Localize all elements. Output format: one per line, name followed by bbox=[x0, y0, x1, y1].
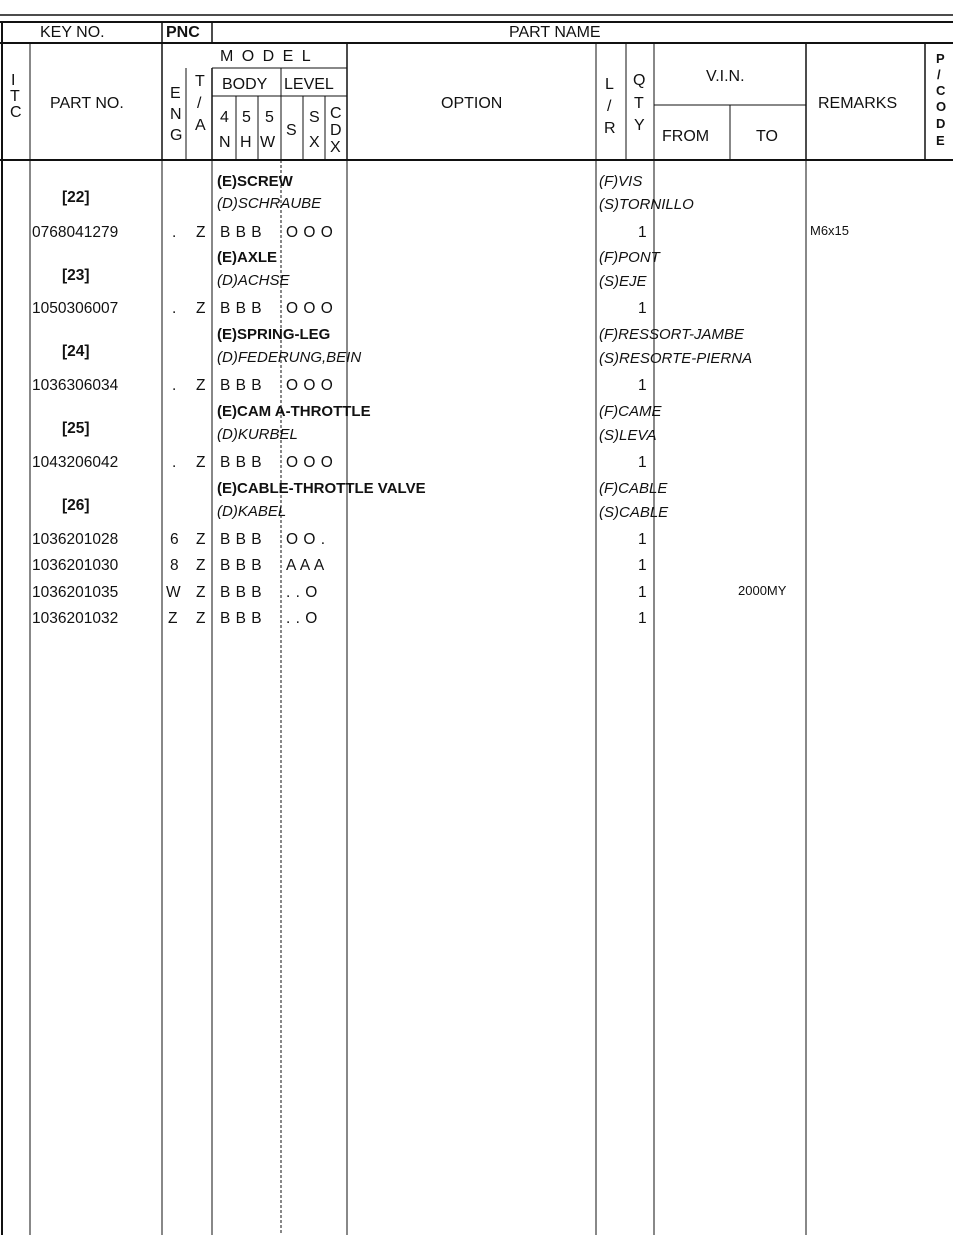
key-no: [23] bbox=[62, 267, 90, 284]
lr-header-l: L bbox=[605, 76, 614, 93]
level-codes: O O O bbox=[286, 454, 334, 471]
key-no-header: KEY NO. bbox=[40, 24, 105, 41]
level-header: LEVEL bbox=[284, 76, 334, 93]
part-no: 1036201032 bbox=[32, 610, 119, 627]
level-codes: O O . bbox=[286, 531, 326, 548]
option-header: OPTION bbox=[441, 95, 503, 112]
part-name-german: (D)KABEL bbox=[217, 503, 287, 520]
eng-code: 6 bbox=[170, 531, 180, 548]
body-codes: B B B bbox=[220, 300, 263, 317]
part-no: 1050306007 bbox=[32, 300, 119, 317]
vin-header: V.I.N. bbox=[706, 68, 745, 85]
level-col-s: S bbox=[286, 122, 297, 139]
pcode-header-slash: / bbox=[937, 67, 941, 82]
qty-value: 1 bbox=[638, 584, 647, 601]
part-name-english: (E)CAM A-THROTTLE bbox=[217, 403, 371, 420]
part-name-english: (E)SCREW bbox=[217, 173, 293, 190]
part-name-german: (D)ACHSE bbox=[217, 272, 290, 289]
ta-header-slash: / bbox=[197, 95, 202, 112]
part-no: 1036201035 bbox=[32, 584, 119, 601]
body-col-h: H bbox=[240, 134, 252, 151]
body-col-5b: 5 bbox=[265, 109, 274, 126]
level-col-cdx-d: D bbox=[330, 122, 342, 139]
level-codes: . . O bbox=[286, 584, 318, 601]
body-col-n: N bbox=[219, 134, 231, 151]
part-name-german: (D)KURBEL bbox=[217, 426, 298, 443]
body-codes: B B B bbox=[220, 454, 263, 471]
vin-from-header: FROM bbox=[662, 128, 710, 145]
part-name-spanish: (S)CABLE bbox=[599, 504, 669, 521]
ta-code: Z bbox=[196, 224, 206, 241]
pcode-header-e: E bbox=[936, 133, 945, 148]
body-col-4: 4 bbox=[220, 109, 229, 126]
pnc-header: PNC bbox=[166, 24, 200, 41]
body-codes: B B B bbox=[220, 557, 263, 574]
body-codes: B B B bbox=[220, 610, 263, 627]
ta-code: Z bbox=[196, 377, 206, 394]
qty-value: 1 bbox=[638, 224, 647, 241]
eng-header-n: N bbox=[170, 106, 182, 123]
vin-to-value: 2000MY bbox=[738, 583, 787, 598]
eng-code: . bbox=[172, 377, 177, 394]
pcode-header-d: D bbox=[936, 116, 946, 131]
lr-header-r: R bbox=[604, 120, 616, 137]
part-name-german: (D)FEDERUNG,BEIN bbox=[217, 349, 362, 366]
part-no: 1036306034 bbox=[32, 377, 119, 394]
level-codes: O O O bbox=[286, 300, 334, 317]
part-name-spanish: (S)LEVA bbox=[599, 427, 657, 444]
part-name-french: (F)PONT bbox=[599, 249, 660, 266]
part-name-spanish: (S)RESORTE-PIERNA bbox=[599, 350, 753, 367]
ta-code: Z bbox=[196, 557, 206, 574]
qty-value: 1 bbox=[638, 454, 647, 471]
part-name-header: PART NAME bbox=[509, 24, 601, 41]
qty-value: 1 bbox=[638, 610, 647, 627]
eng-code: . bbox=[172, 224, 177, 241]
model-header: M O D E L bbox=[220, 48, 313, 65]
key-no: [26] bbox=[62, 497, 90, 514]
eng-code: Z bbox=[168, 610, 178, 627]
pcode-header-c: C bbox=[936, 83, 946, 98]
body-header: BODY bbox=[222, 76, 268, 93]
part-name-english: (E)CABLE-THROTTLE VALVE bbox=[217, 480, 426, 497]
key-no: [25] bbox=[62, 420, 90, 437]
part-no: 1036201030 bbox=[32, 557, 119, 574]
key-no: [22] bbox=[62, 189, 90, 206]
ta-code: Z bbox=[196, 610, 206, 627]
qty-header-q: Q bbox=[633, 72, 646, 89]
eng-code: 8 bbox=[170, 557, 180, 574]
body-codes: B B B bbox=[220, 584, 263, 601]
ta-code: Z bbox=[196, 584, 206, 601]
part-name-french: (F)CABLE bbox=[599, 480, 668, 497]
lr-header-slash: / bbox=[607, 98, 612, 115]
part-no: 1036201028 bbox=[32, 531, 119, 548]
body-codes: B B B bbox=[220, 531, 263, 548]
remarks-value: M6x15 bbox=[810, 223, 850, 238]
pcode-header-o: O bbox=[936, 99, 947, 114]
key-no: [24] bbox=[62, 343, 90, 360]
part-no: 0768041279 bbox=[32, 224, 119, 241]
level-codes: O O O bbox=[286, 224, 334, 241]
level-codes: A A A bbox=[286, 557, 325, 574]
ta-code: Z bbox=[196, 300, 206, 317]
level-col-sx-s: S bbox=[309, 109, 320, 126]
body-col-w: W bbox=[260, 134, 276, 151]
pcode-header-p: P bbox=[936, 51, 945, 66]
part-no-header: PART NO. bbox=[50, 95, 124, 112]
part-name-english: (E)AXLE bbox=[217, 249, 277, 266]
qty-value: 1 bbox=[638, 531, 647, 548]
eng-code: W bbox=[166, 584, 182, 601]
ta-code: Z bbox=[196, 531, 206, 548]
qty-header-t: T bbox=[634, 95, 644, 112]
part-name-german: (D)SCHRAUBE bbox=[217, 195, 322, 212]
eng-header-e: E bbox=[170, 85, 181, 102]
qty-header-y: Y bbox=[634, 117, 645, 134]
body-codes: B B B bbox=[220, 377, 263, 394]
eng-code: . bbox=[172, 454, 177, 471]
part-name-french: (F)VIS bbox=[599, 173, 643, 190]
body-codes: B B B bbox=[220, 224, 263, 241]
vin-to-header: TO bbox=[756, 128, 778, 145]
ta-header-t: T bbox=[195, 73, 205, 90]
level-col-sx-x: X bbox=[309, 134, 320, 151]
itc-header-t: T bbox=[10, 88, 20, 105]
ta-code: Z bbox=[196, 454, 206, 471]
level-codes: . . O bbox=[286, 610, 318, 627]
part-name-spanish: (S)TORNILLO bbox=[599, 196, 694, 213]
level-col-cdx-x: X bbox=[330, 139, 341, 156]
body-col-5a: 5 bbox=[242, 109, 251, 126]
part-name-spanish: (S)EJE bbox=[599, 273, 647, 290]
part-name-english: (E)SPRING-LEG bbox=[217, 326, 331, 343]
remarks-header: REMARKS bbox=[818, 95, 898, 112]
part-no: 1043206042 bbox=[32, 454, 119, 471]
ta-header-a: A bbox=[195, 117, 206, 134]
part-name-french: (F)RESSORT-JAMBE bbox=[599, 326, 745, 343]
eng-header-g: G bbox=[170, 127, 183, 144]
level-codes: O O O bbox=[286, 377, 334, 394]
qty-value: 1 bbox=[638, 557, 647, 574]
level-col-cdx-c: C bbox=[330, 105, 342, 122]
itc-header-c: C bbox=[10, 104, 22, 121]
itc-header-i: I bbox=[11, 72, 16, 89]
qty-value: 1 bbox=[638, 377, 647, 394]
qty-value: 1 bbox=[638, 300, 647, 317]
eng-code: . bbox=[172, 300, 177, 317]
part-name-french: (F)CAME bbox=[599, 403, 662, 420]
